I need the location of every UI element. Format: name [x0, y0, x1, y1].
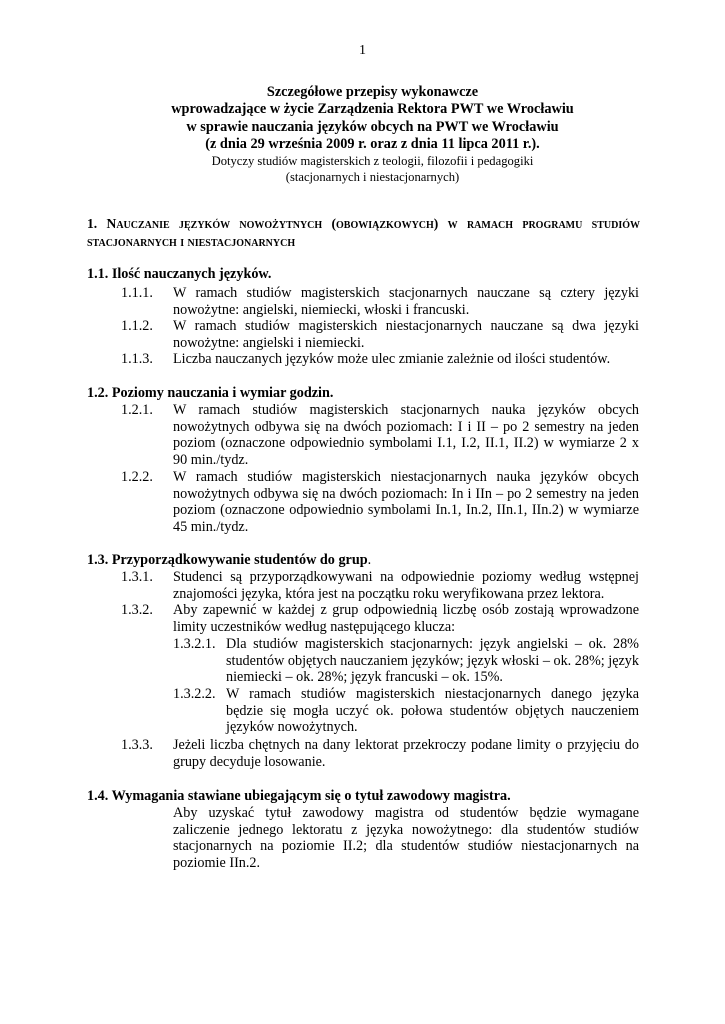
item-number: 1.3.1.: [121, 569, 153, 585]
item-text: Studenci są przyporządkowywani na odpowiednie poziomy według wstępnej znajomości języka, która jest na początku roku weryfikowana przez lektora.: [173, 569, 639, 602]
item-text: Jeżeli liczba chętnych na dany lektorat przekroczy podane limity o przyjęciu do grupy decyduje losowanie.: [173, 737, 639, 770]
item-number: 1.1.3.: [121, 351, 153, 367]
document-title: [60, 84, 685, 185]
heading-1-3: [87, 552, 371, 568]
title-line-1: Szczegółowe przepisy wykonawcze: [266, 84, 479, 100]
item-number: 1.2.1.: [121, 402, 153, 418]
item-text: Liczba nauczanych języków może ulec zmianie zależnie od ilości studentów.: [173, 351, 611, 367]
item-number: 1.3.2.2.: [173, 686, 216, 702]
heading-1-1: 1.1. Ilość nauczanych języków.: [87, 266, 272, 282]
item-number: 1.2.2.: [121, 469, 153, 485]
item-text: W ramach studiów magisterskich niestacjonarnych nauczane są dwa języki nowożytne: angielski i niemiecki.: [173, 318, 639, 351]
heading-1-3-dot: .: [367, 552, 372, 568]
title-subtitle-1: Dotyczy studiów magisterskich z teologii, filozofii i pedagogiki: [211, 154, 534, 169]
item-number: 1.1.1.: [121, 285, 153, 301]
heading-1-2: 1.2. Poziomy nauczania i wymiar godzin.: [87, 385, 334, 401]
section-1-number: 1.: [87, 216, 98, 231]
item-number: 1.3.2.: [121, 602, 153, 618]
item-text: W ramach studiów magisterskich niestacjonarnych nauka języków obcych nowożytnych odbywa się na dwóch poziomach: In i IIn – po 2 semestry na jeden poziom (oznaczone odpowiednio symbolami In.1, In.2, IIn.1, IIn.2) w wymiarze 45 min./tydz.: [173, 469, 639, 535]
item-number: 1.1.2.: [121, 318, 153, 334]
paragraph-1-4: Aby uzyskać tytuł zawodowy magistra od studentów będzie wymagane zaliczenie jednego lektoratu z języka nowożytnego: dla studentów studiów stacjonarnych na poziomie II.2; dla studentów studiów niestacjonarnych na poziomie IIn.2.: [173, 805, 639, 871]
section-1-title: Nauczanie języków nowożytnych (obowiązkowych) w ramach programu studiów stacjonarnych i niestacjonarnych: [87, 216, 640, 249]
title-subtitle-2: (stacjonarnych i niestacjonarnych): [285, 170, 460, 185]
item-text: Aby zapewnić w każdej z grup odpowiednią liczbę osób zostają wprowadzone limity uczestników według następującego klucza:: [173, 602, 639, 635]
title-line-2: wprowadzające w życie Zarządzenia Rektora PWT we Wrocławiu: [171, 101, 574, 118]
heading-1-4: 1.4. Wymagania stawiane ubiegającym się o tytuł zawodowy magistra.: [87, 788, 511, 804]
page-number: 1: [359, 43, 366, 58]
item-text: Dla studiów magisterskich stacjonarnych: język angielski – ok. 28% studentów objętych nauczaniem języków; język włoski – ok. 28%; język niemiecki – ok. 28%; język francuski – ok. 15%.: [226, 636, 639, 686]
item-text: W ramach studiów magisterskich stacjonarnych nauka języków obcych nowożytnych odbywa się na dwóch poziomach: I i II – po 2 semestry na jeden poziom (oznaczone odpowiednio symbolami I.1, I.2, II.1, II.2) w wymiarze 2 x 90 min./tydz.: [173, 402, 639, 468]
item-text: W ramach studiów magisterskich stacjonarnych nauczane są cztery języki nowożytne: angielski, niemiecki, włoski i francuski.: [173, 285, 639, 318]
item-text: W ramach studiów magisterskich niestacjonarnych danego języka będzie się mogła uczyć ok. połowa studentów objętych nauczeniem języków nowożytnych.: [226, 686, 639, 736]
section-1-heading: [87, 215, 640, 251]
heading-1-3-text: 1.3. Przyporządkowywanie studentów do grup: [87, 552, 368, 568]
item-number: 1.3.2.1.: [173, 636, 216, 652]
title-line-4: (z dnia 29 września 2009 r. oraz z dnia 11 lipca 2011 r.).: [205, 135, 540, 152]
item-number: 1.3.3.: [121, 737, 153, 753]
title-line-3: w sprawie nauczania języków obcych na PWT we Wrocławiu: [186, 118, 559, 135]
